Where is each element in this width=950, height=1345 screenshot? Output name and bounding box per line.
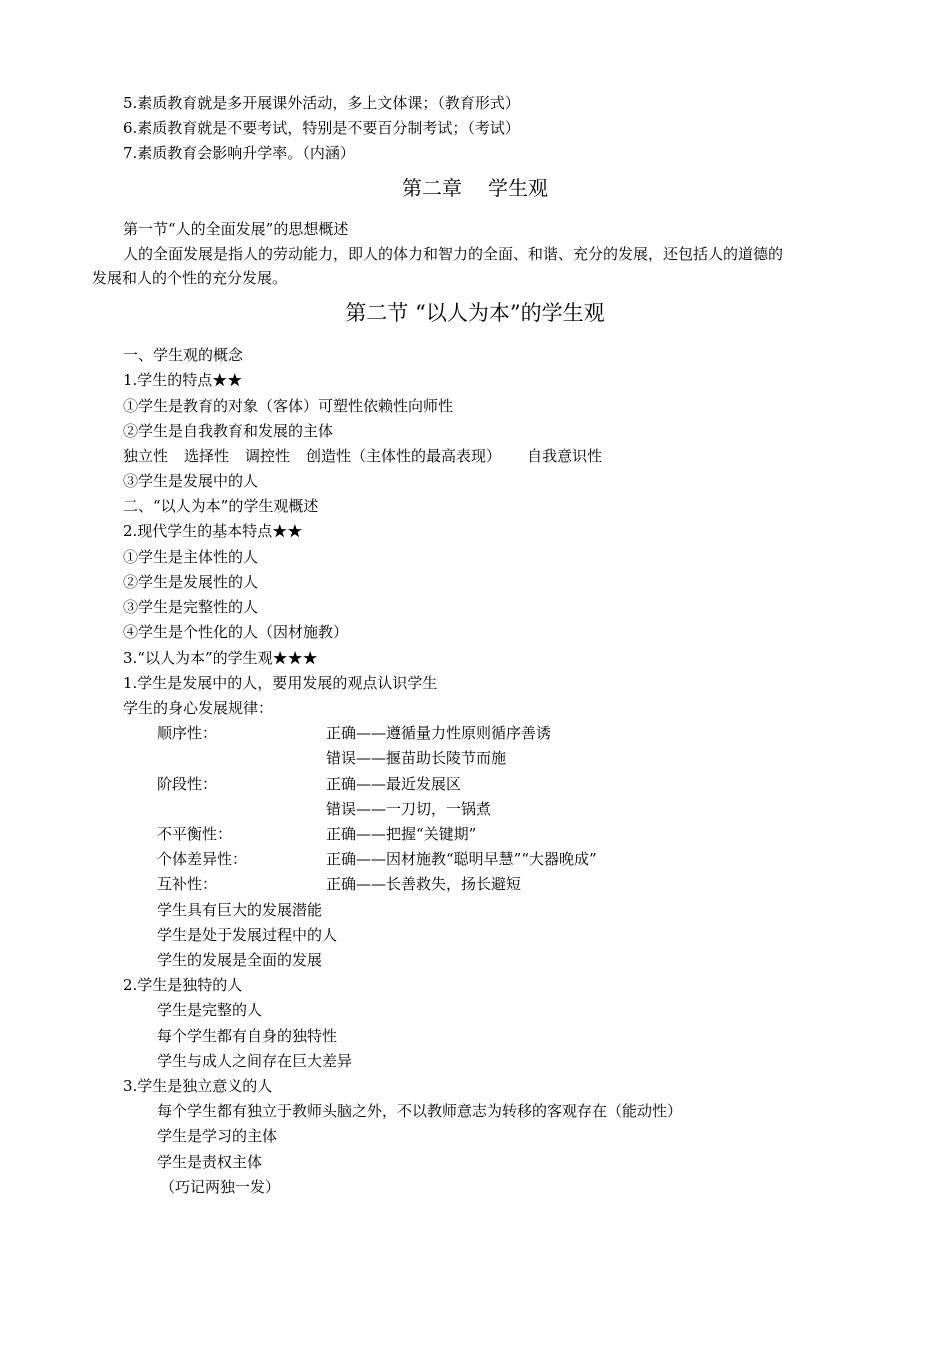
trait-2: ②学生是自我教育和发展的主体 bbox=[123, 422, 334, 440]
unique-item-2: 每个学生都有自身的独特性 bbox=[157, 1027, 338, 1045]
chapter-label: 第二章 bbox=[402, 176, 462, 200]
modern-2: ②学生是发展性的人 bbox=[123, 573, 259, 591]
trait-2-words bbox=[123, 446, 602, 466]
section2-title: 第二节 “以人为本”的学生观 bbox=[345, 301, 605, 325]
concept-heading: 一、学生观的概念 bbox=[123, 346, 244, 364]
law-term-complement: 互补性： bbox=[157, 875, 218, 893]
law-right-stage: 正确——最近发展区 bbox=[326, 775, 462, 793]
mnemonic-note: （巧记两独一发） bbox=[160, 1178, 281, 1196]
intro-item-5: 5.素质教育就是多开展课外活动，多上文体课；（教育形式） bbox=[123, 94, 520, 112]
section1-title: 第一节“人的全面发展”的思想概述 bbox=[123, 220, 349, 238]
modern-4: ④学生是个性化的人（因材施教） bbox=[123, 623, 349, 641]
trait-1: ①学生是教育的对象（客体）可塑性依赖性向师性 bbox=[123, 397, 454, 415]
unique-item-3: 学生与成人之间存在巨大差异 bbox=[157, 1052, 353, 1070]
traits-heading: 1.学生的特点★★ bbox=[123, 371, 243, 389]
law-term-imbalance: 不平衡性： bbox=[157, 825, 233, 843]
modern-3: ③学生是完整性的人 bbox=[123, 598, 259, 616]
point-2: 2.学生是独特的人 bbox=[123, 976, 243, 994]
section1-para-line2: 发展和人的个性的充分发展。 bbox=[92, 269, 288, 287]
intro-item-7: 7.素质教育会影响升学率。（内涵） bbox=[123, 144, 355, 162]
law-right-individual: 正确——因材施教“聪明早慧”“大器晚成” bbox=[326, 850, 597, 868]
independent-item-3: 学生是责权主体 bbox=[157, 1153, 263, 1171]
law-right-imbalance: 正确——把握“关键期” bbox=[326, 825, 477, 843]
independent-item-2: 学生是学习的主体 bbox=[157, 1127, 278, 1145]
modern-1: ①学生是主体性的人 bbox=[123, 548, 259, 566]
dev-item-2: 学生是处于发展过程中的人 bbox=[157, 926, 338, 944]
modern-heading: 2.现代学生的基本特点★★ bbox=[123, 522, 303, 540]
law-term-individual: 个体差异性： bbox=[157, 850, 248, 868]
trait-word-2: 选择性 bbox=[184, 447, 230, 465]
law-term-stage: 阶段性： bbox=[157, 775, 218, 793]
chapter-title bbox=[0, 175, 950, 201]
trait-3: ③学生是发展中的人 bbox=[123, 472, 259, 490]
trait-word-3: 调控性 bbox=[245, 447, 291, 465]
law-right-complement: 正确——长善救失，扬长避短 bbox=[326, 875, 522, 893]
point-1: 1.学生是发展中的人，要用发展的观点认识学生 bbox=[123, 674, 438, 692]
chapter-name: 学生观 bbox=[488, 176, 548, 200]
intro-item-6: 6.素质教育就是不要考试，特别是不要百分制考试；（考试） bbox=[123, 119, 520, 137]
laws-heading: 学生的身心发展规律： bbox=[123, 699, 274, 717]
independent-item-1: 每个学生都有独立于教师头脑之外，不以教师意志为转移的客观存在（能动性） bbox=[157, 1102, 683, 1120]
law-right-sequence: 正确——遵循量力性原则循序善诱 bbox=[326, 724, 552, 742]
overview-heading: 二、“以人为本”的学生观概述 bbox=[123, 497, 319, 515]
unique-item-1: 学生是完整的人 bbox=[157, 1001, 263, 1019]
view-heading: 3.“以人为本”的学生观★★★ bbox=[123, 649, 318, 667]
section1-para-line1: 人的全面发展是指人的劳动能力，即人的体力和智力的全面、和谐、充分的发展，还包括人的道德的 bbox=[123, 245, 784, 263]
law-wrong-sequence: 错误——揠苗助长陵节而施 bbox=[326, 749, 507, 767]
point-3: 3.学生是独立意义的人 bbox=[123, 1077, 273, 1095]
law-term-sequence: 顺序性： bbox=[157, 724, 218, 742]
dev-item-3: 学生的发展是全面的发展 bbox=[157, 951, 323, 969]
dev-item-1: 学生具有巨大的发展潜能 bbox=[157, 901, 323, 919]
law-wrong-stage: 错误——一刀切，一锅煮 bbox=[326, 800, 492, 818]
trait-word-4: 创造性（主体性的最高表现） bbox=[306, 447, 502, 465]
trait-word-1: 独立性 bbox=[123, 447, 169, 465]
trait-word-5: 自我意识性 bbox=[527, 447, 603, 465]
